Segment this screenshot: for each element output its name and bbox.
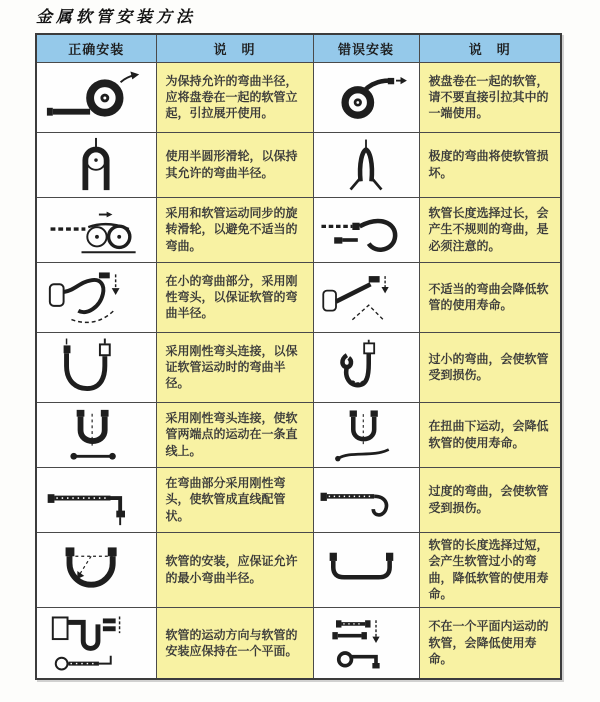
table-row	[36, 532, 561, 607]
installation-methods-table	[35, 33, 562, 680]
correct-description: 使用半圆形滑轮，以保持其允许的弯曲半径。	[156, 132, 313, 197]
straight-piping-with-rigid-elbow-icon	[42, 471, 150, 529]
wrong-description: 被盘卷在一起的软管，请不要直接引拉其中的一端使用。	[419, 62, 561, 132]
rigid-elbow-at-small-bend-icon	[42, 266, 150, 328]
correct-description: 软管的运动方向与软管的安装应保持在一个平面。	[156, 607, 313, 679]
table-row	[36, 197, 561, 262]
hose-extremely-bent-icon	[316, 136, 416, 194]
correct-description: 为保持允许的弯曲半径，应将盘卷在一起的软管立起，引拉展开使用。	[156, 62, 313, 132]
wrong-description: 软管长度选择过长，会产生不规则的弯曲，是必须注意的。	[419, 197, 561, 262]
header-wrong-install: 错误安装	[313, 34, 419, 62]
table-row	[36, 62, 561, 132]
correct-description: 在弯曲部分采用刚性弯头，使软管成直线配管状。	[156, 467, 313, 532]
wrong-description: 过小的弯曲，会使软管受到损伤。	[419, 332, 561, 402]
u-hose-twisted-motion-icon	[316, 406, 416, 464]
improper-sharp-bend-icon	[316, 266, 416, 328]
correct-description: 采用刚性弯头连接，以保证软管运动时的弯曲半径。	[156, 332, 313, 402]
table-row	[36, 332, 561, 402]
wrong-description: 软管的长度选择过短，会产生软管过小的弯曲，降低软管的使用寿命。	[419, 532, 561, 607]
correct-description: 采用刚性弯头连接，使软管两端点的运动在一条直线上。	[156, 402, 313, 467]
correct-description: 采用和软管运动同步的旋转滑轮，以避免不适当的弯曲。	[156, 197, 313, 262]
correct-description: 软管的安装，应保证允许的最小弯曲半径。	[156, 532, 313, 607]
table-row	[36, 262, 561, 332]
header-description-2: 说 明	[419, 34, 561, 62]
table-row	[36, 402, 561, 467]
header-row	[36, 34, 561, 62]
synchronized-rotating-pulley-icon	[42, 201, 150, 259]
too-small-bend-curl-icon	[316, 336, 416, 398]
wrong-description: 过度的弯曲，会使软管受到损伤。	[419, 467, 561, 532]
u-hose-endpoints-in-line-icon	[42, 406, 150, 464]
hose-over-semicircular-pulley-icon	[42, 136, 150, 194]
excessive-end-bend-icon	[316, 471, 416, 529]
table-row	[36, 467, 561, 532]
coiled-hose-end-pulled-directly-icon	[316, 67, 416, 127]
too-short-hose-flat-u-icon	[316, 537, 416, 603]
coiled-hose-stood-up-unrolled-icon	[42, 67, 150, 127]
motion-kept-in-one-plane-icon	[42, 611, 150, 675]
table-row	[36, 607, 561, 679]
motion-out-of-plane-loop-icon	[316, 611, 416, 675]
page-title: 金属软管安装方法	[36, 9, 197, 26]
wrong-description: 极度的弯曲将使软管损坏。	[419, 132, 561, 197]
wrong-description: 不在一个平面内运动的软管，会降低使用寿命。	[419, 607, 561, 679]
header-correct-install: 正确安装	[36, 34, 156, 62]
wrong-description: 在扭曲下运动，会降低软管的使用寿命。	[419, 402, 561, 467]
header-description-1: 说 明	[156, 34, 313, 62]
over-long-hose-irregular-bend-icon	[316, 201, 416, 259]
wrong-description: 不适当的弯曲会降低软管的使用寿命。	[419, 262, 561, 332]
table-row	[36, 132, 561, 197]
minimum-bend-radius-semicircle-icon	[42, 537, 150, 603]
rigid-elbow-connection-moving-hose-icon	[42, 336, 150, 398]
correct-description: 在小的弯曲部分，采用刚性弯头，以保证软管的弯曲半径。	[156, 262, 313, 332]
